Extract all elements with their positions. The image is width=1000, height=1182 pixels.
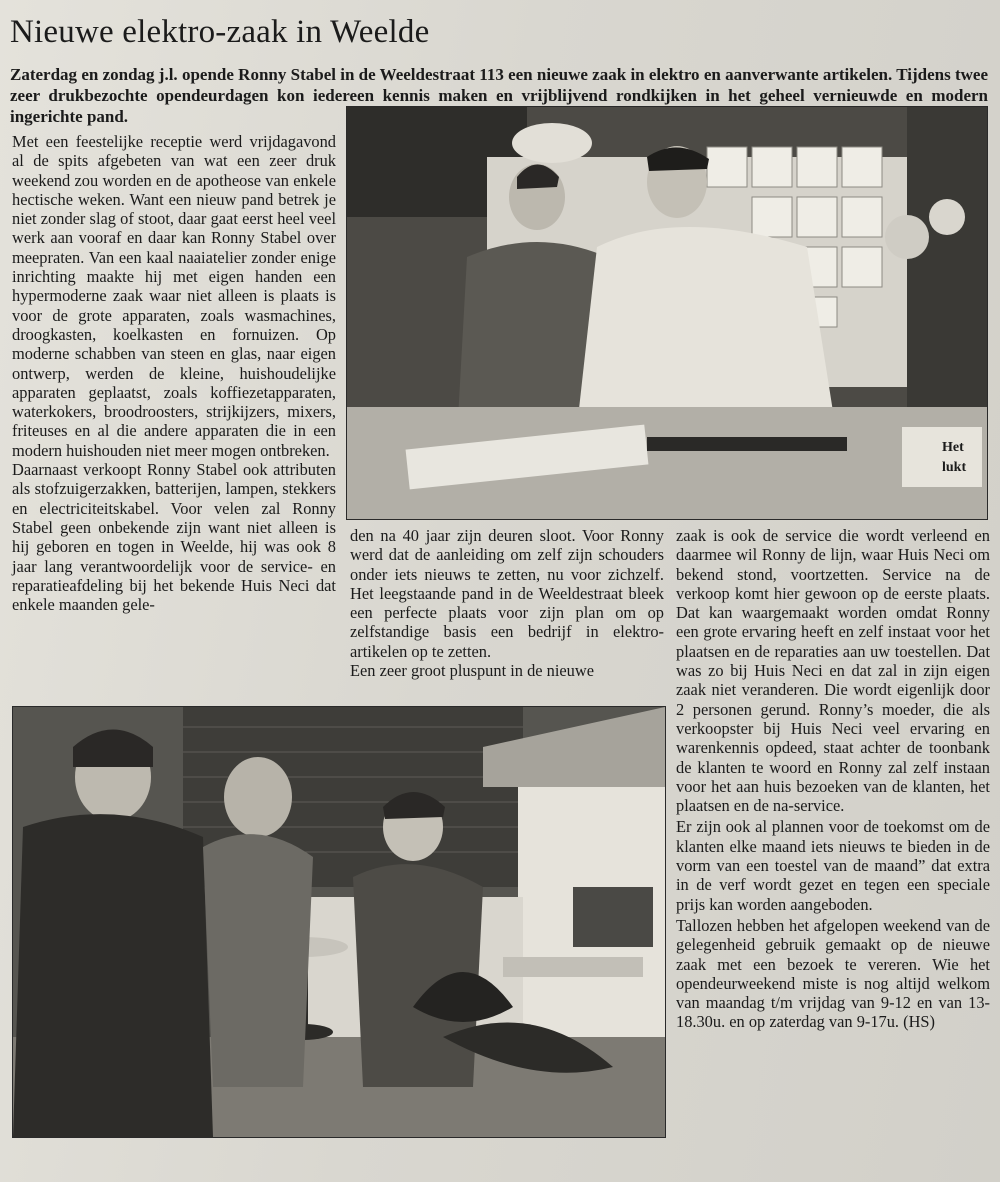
photo-shop-counter-image — [347, 107, 987, 519]
column-3-paragraph-3: Tallozen hebben het afgelopen weekend van de gelegenheid gebruik gemaakt op de nieuwe zaak met een bezoek te vereren. Wie het opendeurweekend miste is nog altijd welkom van maandag t/m vrijdag van 9-12 en van 13-18.30u. en op zaterdag van 9-17u. (HS) — [676, 915, 990, 1032]
column-1-paragraph-1: Met een feestelijke receptie werd vrijdagavond al de spits afgebeten van wat een zeer druk weekend zou worden en de apotheose van enkele hectische weken. Want een nieuw pand betrek je niet zonder slag of stoot, daar gaat eerst heel veel werk aan vooraf en daar kan Ronny Stabel over meepraten. Van een kaal naaiatelier zonder enige inrichting maakte hij met eigen handen een hypermoderne zaak waar niet alleen is plaats is voor de grote apparaten, zoals wasmachines, droogkasten, koelkasten en fornuizen. Op moderne schabben van steen en glas, naar eigen ontwerp, werden de kleine, huishoudelijke apparaten geplaatst, zoals koffiezetapparaten, waterkokers, broodroosters, strijkijzers, mixers, friteuses en al die andere apparaten die in een modern huishouden niet meer mogen ontbreken. — [12, 132, 336, 460]
column-2-paragraph-1: den na 40 jaar zijn deuren sloot. Voor Ronny werd dat de aanleiding om zelf zijn schouders onder iets nieuws te zetten, nu voor zichzelf. Het leegstaande pand in de Weeldestraat bleek een perfecte plaats voor zijn plan om op zelfstandige basis een bedrijf in elektro-artikelen op te zetten. — [350, 526, 664, 661]
photo-visitors-image — [13, 707, 665, 1137]
column-3-paragraph-1: zaak is ook de service die wordt verleend en daarmee wil Ronny de lijn, waar Huis Neci om bekend stond, voortzetten. Service na de verkoop komt hier gewoon op de eerste plaats. Dat kan waargemaakt worden omdat Ronny een grote ervaring heeft en zelf instaat voor het plaatsen en de reparaties aan uw toestellen. Dat was zo bij Huis Neci en dat zal in zijn eigen zaak niet veranderen. Die wordt eigenlijk door 2 personen gerund. Ronny’s moeder, die als verkoopster bij Huis Neci veel ervaring en warenkennis opdeed, staat achter de toonbank de klanten te woord en Ronny zal zelf instaan voor het aan huis bezoeken van de klanten, het plaatsen en de na-service. — [676, 526, 990, 816]
column-1-paragraph-2: Daarnaast verkoopt Ronny Stabel ook attributen als stofzuigerzakken, batterijen, lampen, stekkers en electriciteitskabel. Voor velen zal Ronny Stabel geen onbekende zijn want niet alleen is hij geboren en togen in Weelde, hij was ook 8 jaar lang verantwoordelijk voor de service- en reparatieafdeling bij het bekende Huis Neci dat enkele maanden gele- — [12, 460, 336, 615]
lead-paragraph: Zaterdag en zondag j.l. opende Ronny Stabel in de Weeldestraat 113 een nieuwe zaak in elektro en aanverwante artikelen. Tijdens twee zeer drukbezochte opendeurdagen kon iedereen kennis maken en vrijblijvend rondkijken in het geheel vernieuwde en modern ingerichte pand. — [10, 65, 988, 126]
photo-shop-counter — [346, 106, 988, 520]
column-3-paragraph-2: Er zijn ook al plannen voor de toekomst om de klanten elke maand iets nieuws te bieden in de vorm van een toestel van de maand” dat extra in de verf wordt gezet en tegen een speciale prijs kan worden aangeboden. — [676, 817, 990, 914]
column-3 — [676, 526, 990, 1032]
shop-sign-text-line-2: lukt — [942, 460, 967, 475]
headline: Nieuwe elektro-zaak in Weelde — [10, 14, 430, 50]
column-2-paragraph-2: Een zeer groot pluspunt in de nieuwe — [350, 661, 594, 681]
column-1 — [12, 132, 336, 614]
shop-sign-text-line-1: Het — [942, 440, 964, 455]
column-2 — [350, 526, 664, 680]
photo-visitors-in-shop — [12, 706, 666, 1138]
